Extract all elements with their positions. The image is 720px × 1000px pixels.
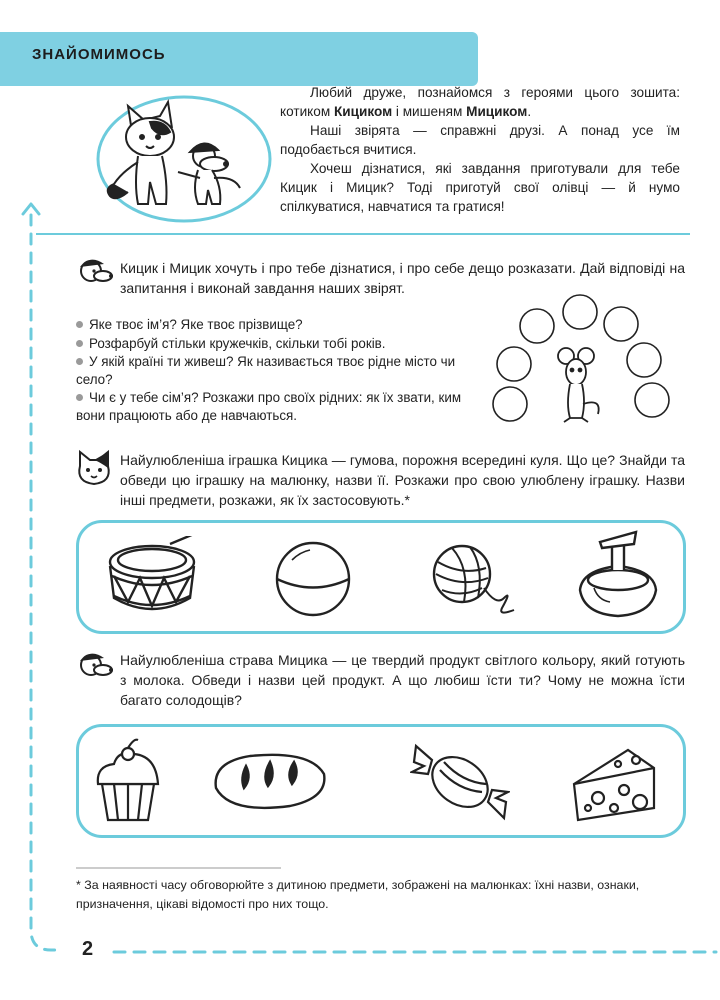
cat-head-icon xyxy=(74,448,114,488)
cupcake-illustration[interactable] xyxy=(94,736,162,826)
drum-illustration[interactable] xyxy=(100,536,204,620)
age-circle xyxy=(635,383,669,417)
section-title: ЗНАЙОМИМОСЬ xyxy=(32,46,166,63)
mouse-icon xyxy=(558,348,599,422)
heroes-illustration xyxy=(94,92,274,226)
list-item: Розфарбуй стільки кружечків, скільки тобі років. xyxy=(76,335,476,353)
task3-text: Найулюбленіша страва Мицика — це твердий продукт світлого кольору, який готують з молока. Обведи і назви цей продукт. А що любиш їсти ти? Чому не можна їсти багато солодощів? xyxy=(120,652,685,708)
age-circle xyxy=(563,295,597,329)
task1-text: Кицик і Мицик хочуть і про тебе дізнатися, і про себе дещо розказати. Дай відповіді на запитання і виконай завдання наших звірят. xyxy=(120,260,685,296)
candy-illustration[interactable] xyxy=(410,740,510,824)
mouse-head-icon xyxy=(76,648,114,680)
task1-questions xyxy=(76,316,476,426)
mouse-head-icon xyxy=(76,254,114,286)
age-circle xyxy=(604,307,638,341)
page-number: 2 xyxy=(82,938,94,960)
intro-text xyxy=(280,83,680,216)
age-circle xyxy=(627,343,661,377)
bread-illustration[interactable] xyxy=(210,748,330,814)
list-item: Яке твоє ім’я? Яке твоє прізвище? xyxy=(76,316,476,334)
task2-text: Найулюбленіша іграшка Кицика — гумова, порожня всередині куля. Що це? Знайди та обведи цю іграшку на малюнку, назви її. Розкажи про свою улюблену іграшку. Назви інші предмети, розкажи, як їх застосовують.* xyxy=(120,452,685,508)
ball-illustration[interactable] xyxy=(272,538,354,620)
age-circle xyxy=(520,309,554,343)
age-circle xyxy=(493,387,527,421)
cheese-illustration[interactable] xyxy=(568,744,664,824)
footnote: * За наявності часу обговорюйте з дитиною предмети, зображені на малюнках: їхні назви, ознаки, призначення, цікаві відомості про них тощо. xyxy=(76,878,640,911)
age-circles-illustration xyxy=(484,294,684,430)
intro-paragraph: Любий друже, познайомся з героями цього зошита: котиком Кициком і мишеням Мициком. xyxy=(280,85,680,119)
list-item: У якій країні ти живеш? Як називається твоє рідне місто чи село? xyxy=(76,354,456,387)
spinning-top-illustration[interactable] xyxy=(572,530,664,624)
intro-paragraph: Хочеш дізнатися, які завдання приготували для тебе Кицик і Мицик? Тоді приготуй свої олівці — й нумо спілкуватися, навчатися та гратися! xyxy=(280,161,680,214)
yarn-ball-illustration[interactable] xyxy=(422,538,526,622)
intro-paragraph: Наші звірята — справжні друзі. А понад усе їм подобається вчитися. xyxy=(280,123,680,157)
age-circle xyxy=(497,347,531,381)
footnote-divider xyxy=(76,866,286,870)
list-item: Чи є у тебе сім’я? Розкажи про своїх рідних: як їх звати, ким вони працюють або де навчаються. xyxy=(76,390,462,423)
